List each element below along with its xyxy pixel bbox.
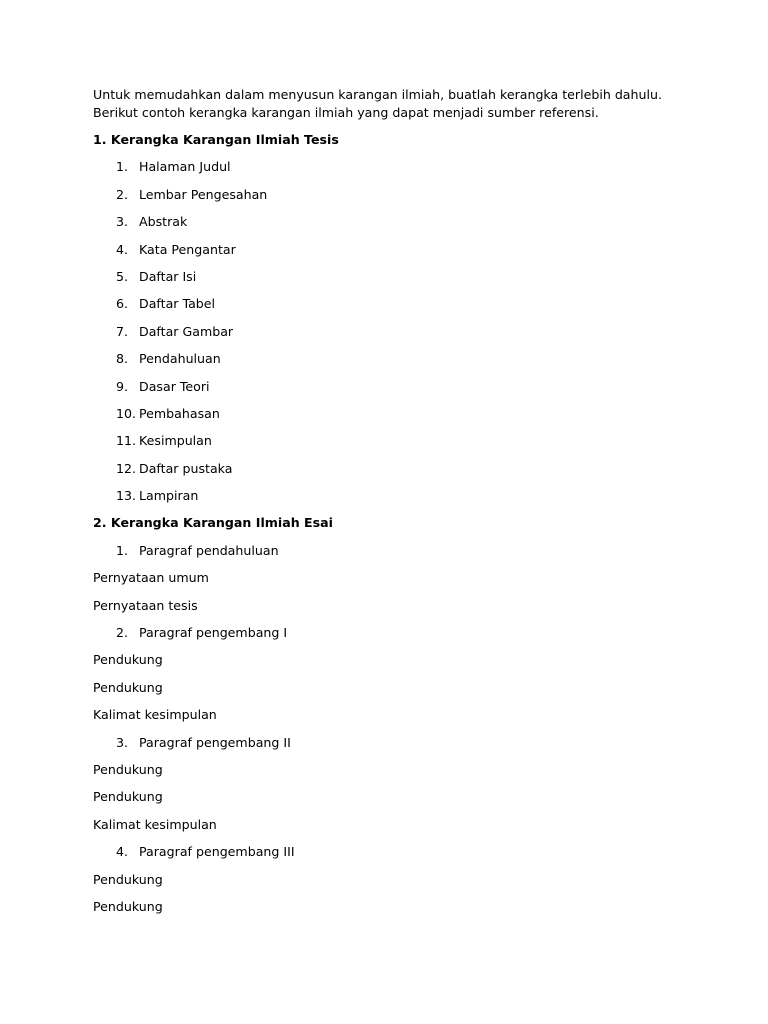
- list-number: 3.: [116, 734, 129, 750]
- list-text: Paragraf pengembang II: [139, 734, 291, 750]
- list-item: [93, 624, 683, 642]
- list-number: 4.: [116, 844, 129, 860]
- list-item: [93, 460, 683, 478]
- list-item: [93, 323, 683, 341]
- outline-line: Pendukung: [93, 898, 163, 914]
- list-text: Paragraf pengembang III: [139, 844, 295, 860]
- list-number: 1.: [116, 542, 129, 558]
- outline-line: Pendukung: [93, 761, 163, 777]
- outline-line: Pendukung: [93, 679, 163, 695]
- list-item: [93, 405, 683, 423]
- list-number: 12.: [116, 460, 137, 476]
- list-item: [93, 158, 683, 176]
- outline-line: Kalimat kesimpulan: [93, 707, 217, 723]
- document-body: [93, 86, 683, 916]
- list-item: [93, 432, 683, 450]
- section-1-heading: 1. Kerangka Karangan Ilmiah Tesis: [93, 132, 339, 147]
- list-text: Daftar Isi: [139, 268, 197, 284]
- list-text: Kesimpulan: [139, 433, 212, 449]
- list-number: 2.: [116, 625, 129, 641]
- list-number: 6.: [116, 296, 129, 312]
- list-number: 13.: [116, 488, 137, 504]
- list-number: 8.: [116, 351, 129, 367]
- list-item: [93, 350, 683, 368]
- list-text: Paragraf pendahuluan: [139, 542, 279, 558]
- outline-line: Pendukung: [93, 652, 163, 668]
- list-number: 4.: [116, 241, 129, 257]
- section-2-heading: 2. Kerangka Karangan Ilmiah Esai: [93, 515, 333, 531]
- list-text: Pembahasan: [139, 405, 220, 421]
- list-text: Daftar Tabel: [139, 296, 216, 312]
- list-text: Halaman Judul: [139, 159, 231, 175]
- list-text: Lembar Pengesahan: [139, 186, 268, 202]
- list-item: [93, 734, 683, 752]
- section-2-outline: [93, 542, 683, 916]
- list-item: [93, 487, 683, 505]
- list-item: [93, 378, 683, 396]
- list-item: [93, 241, 683, 259]
- list-item: [93, 186, 683, 204]
- list-text: Paragraf pengembang I: [139, 625, 288, 641]
- list-item: [93, 843, 683, 861]
- list-number: 9.: [116, 378, 129, 394]
- list-item: [93, 268, 683, 286]
- list-text: Daftar pustaka: [139, 460, 233, 476]
- outline-line: Pernyataan umum: [93, 570, 209, 586]
- list-item: [93, 213, 683, 231]
- outline-line: Pernyataan tesis: [93, 597, 198, 613]
- list-number: 10.: [116, 405, 137, 421]
- list-number: 5.: [116, 268, 129, 284]
- list-text: Daftar Gambar: [139, 323, 234, 339]
- list-number: 3.: [116, 214, 129, 230]
- list-text: Kata Pengantar: [139, 241, 236, 257]
- list-text: Dasar Teori: [139, 378, 210, 394]
- list-number: 1.: [116, 159, 129, 175]
- list-item: [93, 295, 683, 313]
- list-number: 11.: [116, 433, 137, 449]
- section-1-list: [93, 158, 683, 505]
- list-number: 7.: [116, 323, 129, 339]
- outline-line: Pendukung: [93, 789, 163, 805]
- list-number: 2.: [116, 186, 129, 202]
- list-text: Abstrak: [139, 214, 188, 230]
- outline-line: Pendukung: [93, 871, 163, 887]
- outline-line: Kalimat kesimpulan: [93, 816, 217, 832]
- intro-paragraph: Untuk memudahkan dalam menyusun karangan ilmiah, buatlah kerangka terlebih dahulu. Berikut contoh kerangka karangan ilmiah yang dapat menjadi sumber referensi.: [93, 87, 662, 120]
- list-text: Pendahuluan: [139, 351, 221, 367]
- list-item: [93, 542, 683, 560]
- list-text: Lampiran: [139, 488, 199, 504]
